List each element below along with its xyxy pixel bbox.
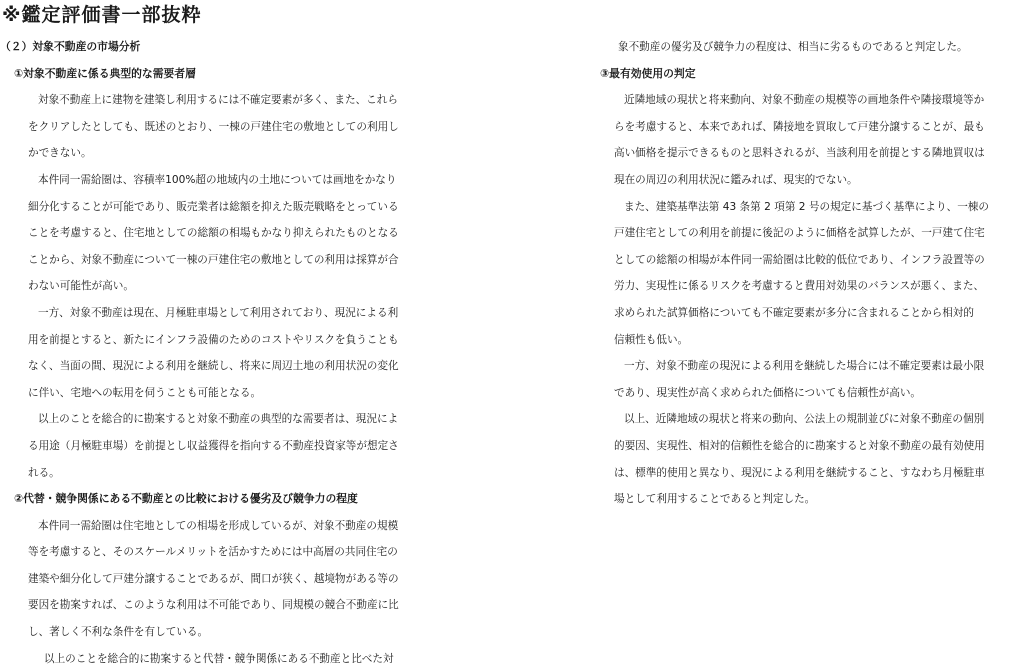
text-line: 等を考慮すると、そのスケールメリットを活かすためには中高層の共同住宅の bbox=[28, 546, 398, 559]
text-line: る用途（月極駐車場）を前提とし収益獲得を指向する不動産投資家等が想定さ bbox=[28, 439, 399, 452]
text-line: また、建築基準法第 43 条第 2 項第 2 号の規定に基づく基準により、一棟の bbox=[624, 200, 989, 213]
text-line: かできない。 bbox=[28, 147, 92, 160]
document-title: ※鑑定評価書一部抜粋 bbox=[2, 4, 202, 26]
text-line: 本件同一需給圏は、容積率100%超の地域内の土地については画地をかなり bbox=[38, 173, 397, 186]
text-line: ことから、対象不動産について一棟の戸建住宅の敷地としての利用は採算が合 bbox=[28, 253, 399, 266]
left-text-column bbox=[0, 34, 470, 672]
text-line: し、著しく不利な条件を有している。 bbox=[28, 626, 209, 639]
text-line: 高い価格を提示できるものと思料されるが、当該利用を前提とする隣地買収は bbox=[614, 147, 985, 160]
text-line: 用を前提とすると、新たにインフラ設備のためのコストやリスクを負うことも bbox=[28, 333, 399, 346]
text-line: 現在の周辺の利用状況に鑑みれば、現実的でない。 bbox=[614, 173, 858, 186]
text-line: に伴い、宅地への転用を伺うことも可能となる。 bbox=[28, 386, 262, 399]
text-line: 建築や細分化して戸建分譲することであるが、間口が狭く、越境物がある等の bbox=[28, 572, 399, 585]
right-text-column bbox=[594, 34, 1024, 513]
text-line: 場として利用することであると判定した。 bbox=[614, 493, 816, 506]
text-line: 要因を勘案すれば、このような利用は不可能であり、同規模の競合不動産に比 bbox=[28, 599, 399, 612]
text-line: 細分化することが可能であり、販売業者は総額を抑えた販売戦略をとっている bbox=[28, 200, 399, 213]
text-line: をクリアしたとしても、既述のとおり、一棟の戸建住宅の敷地としての利用し bbox=[28, 120, 399, 133]
text-line: ことを考慮すると、住宅地としての総額の相場もかなり抑えられたものとなる bbox=[28, 227, 399, 240]
text-line: わない可能性が高い。 bbox=[28, 280, 134, 293]
text-line: 象不動産の優劣及び競争力の程度は、相当に劣るものであると判定した。 bbox=[618, 41, 968, 53]
text-line: 近隣地域の現状と将来動向、対象不動産の規模等の画地条件や隣接環境等か bbox=[624, 94, 985, 107]
text-line: 以上のことを総合的に勘案すると対象不動産の典型的な需要者は、現況によ bbox=[38, 413, 399, 426]
text-line: 労力、実現性に係るリスクを考慮すると費用対効果のバランスが悪く、また、 bbox=[614, 280, 985, 293]
text-line: としての総額の相場が本件同一需給圏は比較的低位であり、インフラ設置等の bbox=[614, 253, 985, 266]
text-line: 対象不動産上に建物を建築し利用するには不確定要素が多く、また、これら bbox=[38, 94, 398, 107]
text-line: 的要因、実現性、相対的信頼性を総合的に勘案すると対象不動産の最有効使用 bbox=[614, 439, 985, 452]
section-heading: （２）対象不動産の市場分析 bbox=[0, 40, 141, 53]
text-line: 一方、対象不動産は現在、月極駐車場として利用されており、現況による利 bbox=[38, 306, 399, 319]
text-line: 本件同一需給圏は住宅地としての相場を形成しているが、対象不動産の規模 bbox=[38, 519, 399, 532]
text-line: 求められた試算価格についても不確定要素が多分に含まれることから相対的 bbox=[614, 306, 974, 319]
section-heading: ①対象不動産に係る典型的な需要者層 bbox=[14, 66, 196, 80]
section-heading: ③最有効使用の判定 bbox=[600, 66, 696, 80]
text-line: 一方、対象不動産の現況による利用を継続した場合には不確定要素は最小限 bbox=[624, 360, 985, 373]
text-line: は、標準的使用と異なり、現況による利用を継続すること、すなわち月極駐車 bbox=[614, 466, 985, 479]
text-line: 信頼性も低い。 bbox=[614, 333, 689, 346]
text-line: れる。 bbox=[28, 466, 60, 479]
text-line: なく、当面の間、現況による利用を継続し、将来に周辺土地の利用状況の変化 bbox=[28, 360, 399, 373]
text-line: 以上、近隣地域の現状と将来の動向、公法上の規制並びに対象不動産の個別 bbox=[624, 413, 985, 426]
text-line: らを考慮すると、本来であれば、隣接地を買取して戸建分譲することが、最も bbox=[614, 120, 985, 133]
text-line: 以上のことを総合的に勘案すると代替・競争関係にある不動産と比べた対 bbox=[44, 652, 394, 665]
section-heading: ②代替・競争関係にある不動産との比較における優劣及び競争力の程度 bbox=[14, 492, 358, 506]
text-line: であり、現実性が高く求められた価格についても信頼性が高い。 bbox=[614, 386, 922, 399]
text-line: 戸建住宅としての利用を前提に後記のように価格を試算したが、一戸建て住宅 bbox=[614, 227, 985, 240]
